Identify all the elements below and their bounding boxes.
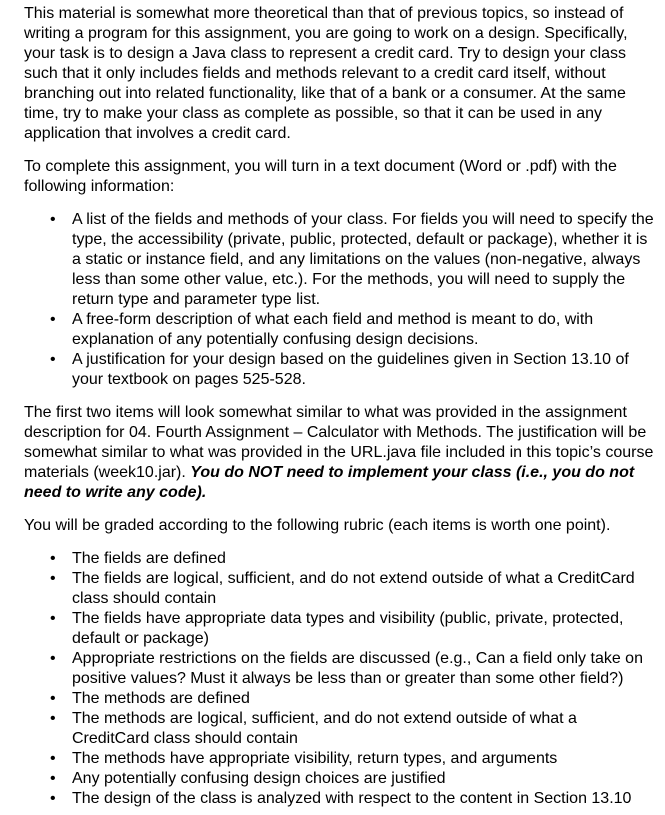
list-item-text: Any potentially confusing design choices are justified (72, 770, 446, 787)
list-item-text: The methods are logical, sufficient, and do not extend outside of what a CreditCard class should contain (72, 710, 577, 747)
list-item-text: The fields have appropriate data types and visibility (public, private, protected, default or package) (72, 610, 624, 647)
list-item (24, 549, 655, 569)
list-item (24, 789, 655, 809)
bullet-icon: • (50, 351, 56, 368)
similarity-paragraph (24, 403, 655, 503)
bullet-icon: • (50, 770, 56, 787)
list-item-text: A list of the fields and methods of your class. For fields you will need to specify the type, the accessibility (private, public, protected, default or package), whether it is a static or instance field, and any limitations on the values (non-negative, always less than some other value, etc.). For the methods, you will need to supply the return type and parameter type list. (72, 211, 654, 308)
bullet-icon: • (50, 570, 56, 587)
list-item (24, 649, 655, 689)
list-item-text: The design of the class is analyzed with respect to the content in Section 13.10 (72, 790, 632, 807)
list-item (24, 709, 655, 749)
bullet-icon: • (50, 790, 56, 807)
deliverable-list (24, 210, 655, 390)
list-item (24, 350, 655, 390)
list-item-text: A free-form description of what each field and method is meant to do, with explanation of any potentially confusing design decisions. (72, 311, 594, 348)
bullet-icon: • (50, 650, 56, 667)
bullet-icon: • (50, 690, 56, 707)
list-item (24, 569, 655, 609)
list-item (24, 769, 655, 789)
similarity-text: The first two items will look somewhat similar to what was provided in the assignment description for 04. Fourth Assignment – Calculator with Methods. The justification will be somewhat similar to what was provided in the URL.java file included in this topic’s course materials (week10.jar). (24, 404, 654, 481)
bullet-icon: • (50, 311, 56, 328)
intro-paragraph: This material is somewhat more theoretical than that of previous topics, so instead of writing a program for this assignment, you are going to work on a design. Specifically, your task is to design a Java class to represent a credit card. Try to design your class such that it only includes fields and methods relevant to a credit card itself, without branching out into related functionality, like that of a bank or a consumer. At the same time, try to make your class as complete as possible, so that it can be used in any application that involves a credit card. (24, 5, 628, 142)
rubric-list (24, 549, 655, 809)
list-item (24, 609, 655, 649)
list-item (24, 210, 655, 310)
no-code-notice: You do NOT need to implement your class (i.e., you do not need to write any code). (24, 464, 635, 501)
bullet-icon: • (50, 750, 56, 767)
rubric-intro-paragraph: You will be graded according to the following rubric (each items is worth one point). (24, 517, 611, 534)
bullet-icon: • (50, 710, 56, 727)
list-item-text: The fields are defined (72, 550, 226, 567)
bullet-icon: • (50, 550, 56, 567)
deliverable-paragraph: To complete this assignment, you will turn in a text document (Word or .pdf) with the following information: (24, 158, 617, 195)
list-item-text: The fields are logical, sufficient, and do not extend outside of what a CreditCard class should contain (72, 570, 635, 607)
list-item-text: The methods have appropriate visibility, return types, and arguments (72, 750, 558, 767)
list-item-text: Appropriate restrictions on the fields are discussed (e.g., Can a field only take on positive values? Must it always be less than or greater than some other field?) (72, 650, 643, 687)
list-item (24, 749, 655, 769)
list-item (24, 310, 655, 350)
list-item-text: The methods are defined (72, 690, 250, 707)
bullet-icon: • (50, 610, 56, 627)
list-item (24, 689, 655, 709)
bullet-icon: • (50, 211, 56, 228)
list-item-text: A justification for your design based on the guidelines given in Section 13.10 of your textbook on pages 525-528. (72, 351, 629, 388)
